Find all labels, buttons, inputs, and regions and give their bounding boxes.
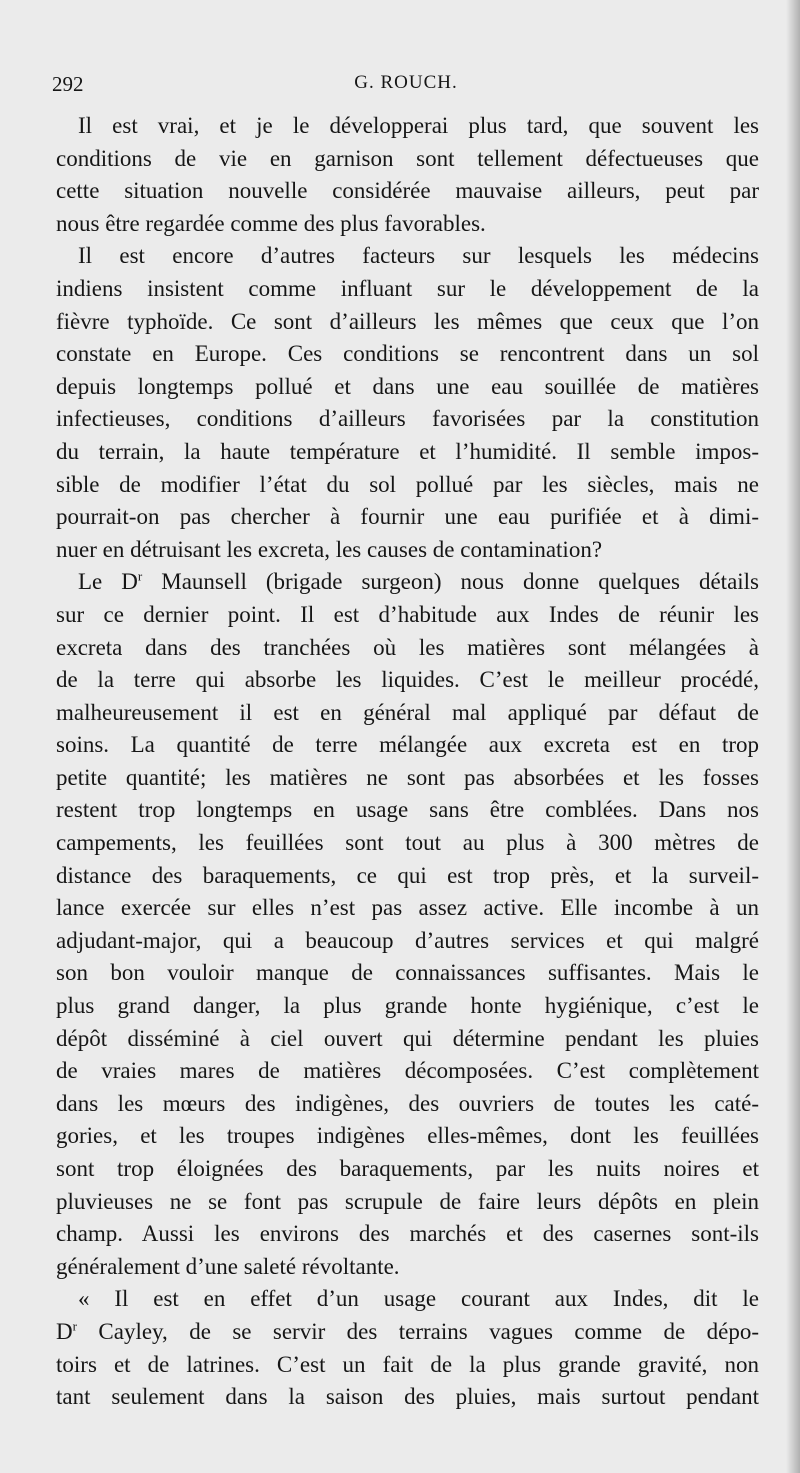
text-line: excreta dans des tranchées où les matières sont mélangées à [56, 634, 759, 660]
text-line: gories, et les troupes indigènes elles-mêmes, dont les feuillées [56, 1123, 759, 1149]
text-line: Le $D^r$ Maunsell (brigade surgeon) nous donne quelques détails [78, 568, 759, 595]
text-line: infectieuses, conditions d’ailleurs favorisées par la constitution [56, 406, 759, 432]
text-line: nuer en détruisant les excreta, les causes de contamination? [56, 536, 603, 562]
text-line: adjudant-major, qui a beaucoup d’autres services et qui malgré [56, 927, 759, 953]
text-line: $D^r$ Cayley, de se servir des terrains vagues comme de dépo- [56, 1318, 759, 1344]
text-line: nous être regardée comme des plus favorables. [56, 210, 486, 236]
page-edge-shadow [786, 0, 800, 1473]
text-line: dans les mœurs des indigènes, des ouvriers de toutes les caté- [56, 1090, 759, 1116]
text-line: toirs et de latrines. C’est un fait de la plus grande gravité, non [56, 1351, 759, 1377]
text-line: Il est vrai, et je le développerai plus tard, que souvent les [78, 113, 759, 138]
text-line: de vraies mares de matières décomposées. C’est complètement [56, 1058, 759, 1084]
text-line: indiens insistent comme influant sur le développement de la [56, 275, 759, 301]
text-line: malheureusement il est en général mal appliqué par défaut de [56, 699, 759, 725]
text-line: « Il est en effet d’un usage courant aux Indes, dit le [78, 1286, 759, 1312]
text-line: champ. Aussi les environs des marchés et des casernes sont-ils [56, 1221, 759, 1247]
text-line: dépôt disséminé à ciel ouvert qui détermine pendant les pluies [56, 1025, 759, 1051]
text-line: distance des baraquements, ce qui est trop près, et la surveil- [56, 862, 759, 888]
text-line: pourrait-on pas chercher à fournir une eau purifiée et à dimi- [56, 504, 759, 530]
text-line: sible de modifier l’état du sol pollué par les siècles, mais ne [56, 471, 759, 497]
text-line: plus grand danger, la plus grande honte hygiénique, c’est le [56, 993, 759, 1019]
text-line: tant seulement dans la saison des pluies, mais surtout pendant [56, 1384, 759, 1410]
running-head: G. ROUCH. [354, 72, 458, 93]
page-header [52, 72, 760, 102]
text-line: cette situation nouvelle considérée mauvaise ailleurs, peut par [56, 178, 759, 204]
text-line: lance exercée sur elles n’est pas assez active. Elle incombe à un [56, 895, 759, 921]
text-line: généralement d’une saleté révoltante. [56, 1253, 400, 1279]
text-line: sont trop éloignées des baraquements, par les nuits noires et [56, 1156, 759, 1181]
text-line: son bon vouloir manque de connaissances suffisantes. Mais le [56, 960, 759, 986]
text-line: fièvre typhoïde. Ce sont d’ailleurs les mêmes que ceux que l’on [56, 308, 759, 334]
text-line: restent trop longtemps en usage sans être comblées. Dans nos [56, 797, 759, 823]
text-line: conditions de vie en garnison sont tellement défectueuses que [56, 145, 759, 171]
text-line: depuis longtemps pollué et dans une eau souillée de matières [56, 373, 759, 399]
text-line: pluvieuses ne se font pas scrupule de faire leurs dépôts en plein [56, 1188, 759, 1214]
text-line: de la terre qui absorbe les liquides. C’est le meilleur procédé, [56, 667, 759, 693]
text-line: sur ce dernier point. Il est d’habitude aux Indes de réunir les [56, 601, 759, 627]
body-text [56, 110, 759, 1414]
text-line: Il est encore d’autres facteurs sur lesquels les médecins [78, 243, 759, 269]
text-line: petite quantité; les matières ne sont pas absorbées et les fosses [56, 764, 759, 790]
text-line: soins. La quantité de terre mélangée aux excreta est en trop [56, 732, 759, 758]
page-number: 292 [52, 72, 84, 96]
text-line: campements, les feuillées sont tout au plus à 300 mètres de [56, 830, 759, 856]
text-line: du terrain, la haute température et l’humidité. Il semble impos- [56, 438, 759, 464]
text-line: constate en Europe. Ces conditions se rencontrent dans un sol [56, 341, 759, 367]
